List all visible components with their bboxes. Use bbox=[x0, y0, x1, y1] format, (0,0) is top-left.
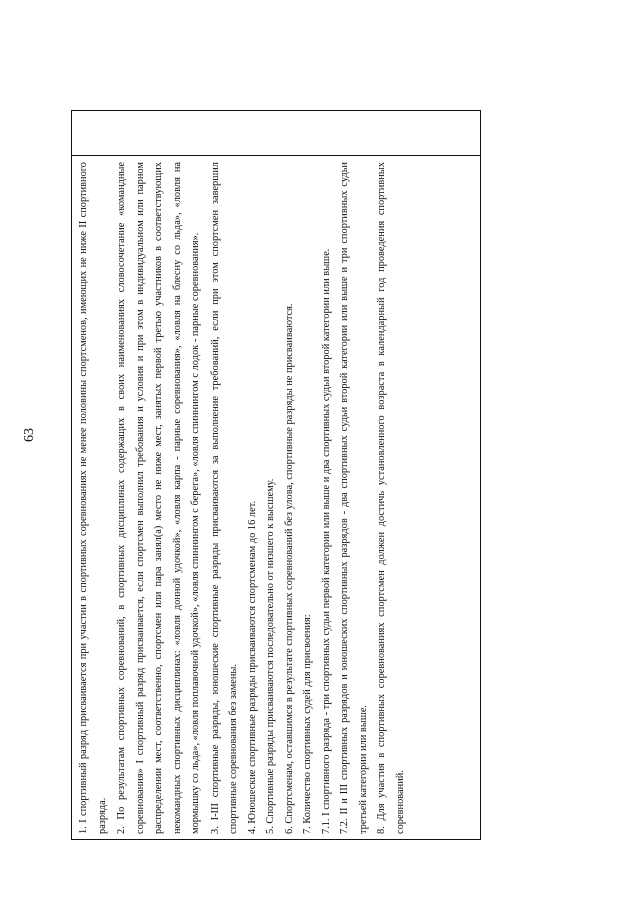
notes-cell bbox=[72, 155, 480, 839]
note-paragraph-3: 3. I-III спортивные разряды, юношеские спортивные разряды присваиваются за выполнение требований, если при этом спортсмен завершил спортивные соревнования без замены. bbox=[209, 162, 239, 834]
empty-column bbox=[72, 111, 480, 155]
note-paragraph-7-1: 7.1. I спортивного разряда - три спортивных судьи первой категории или выше и два спортивных судьи второй категории или выше. bbox=[320, 248, 332, 834]
note-paragraph-1: 1. I спортивный разряд присваивается при участии в спортивных соревнованиях не менее половины спортсменов, имеющих не ниже II спортивного разряда. bbox=[78, 162, 108, 834]
note-paragraph-2: 2. По результатам спортивных соревнований, в спортивных дисциплинах содержащих в своих наименованиях словосочетание «командные соревнования» I спортивный разряд присваивается, если спортсмен выполнил требования и условия и при этом в индивидуальном или парном распределении мест, соответственно, спортсмен или пара занял(а) место не ниже мест, занятых первой третью участников в соответствующих некомандных спортивных дисциплинах: «ловля донной удочкой», «ловля карпа - парные соревнования», «ловля на блесну со льда», «ловля на мормышку со льда», «ловля поплавочной удочкой», «ловля спиннингом с берега», «ловля спиннингом с лодок - парные соревнования». bbox=[116, 162, 201, 834]
note-paragraph-6: 6. Спортсменам, оставшимся в результате спортивных соревнований без улова, спортивные разряды не присваиваются. bbox=[283, 303, 295, 834]
note-paragraph-8: 8. Для участия в спортивных соревнованиях спортсмен должен достичь установленного возраста в календарный год проведения спортивных соревнований. bbox=[376, 162, 406, 834]
note-paragraph-7: 7. Количество спортивных судей для присвоения: bbox=[302, 614, 313, 834]
note-paragraph-5: 5. Спортивные разряды присваиваются последовательно от низшего к высшему. bbox=[265, 478, 276, 834]
note-paragraph-7-2: 7.2. II и III спортивных разрядов и юношеских спортивных разрядов - два спортивных судьи второй категории или выше и три спортивных судьи третьей категории или выше. bbox=[339, 162, 369, 834]
note-paragraph-4: 4. Юношеские спортивные разряды присваиваются спортсменам до 16 лет. bbox=[246, 500, 258, 834]
rotated-document-block bbox=[71, 110, 481, 840]
notes-table bbox=[71, 110, 481, 840]
page-number: 63 bbox=[22, 428, 37, 442]
